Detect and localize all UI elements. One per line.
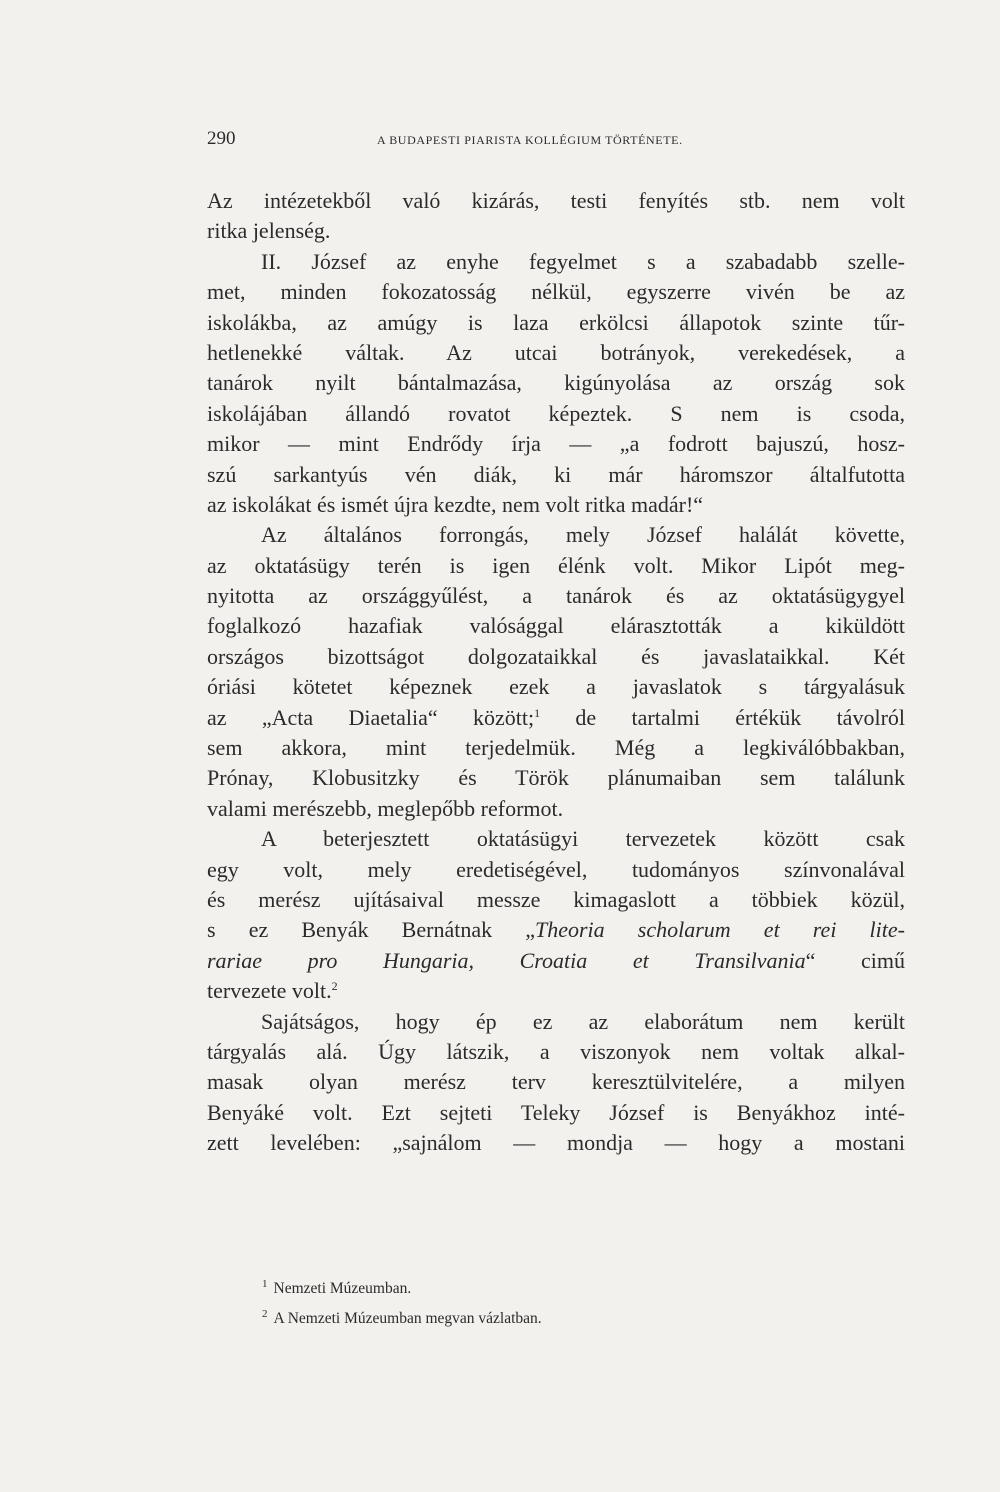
text-line — [207, 520, 905, 550]
text-line — [207, 946, 905, 976]
line-text: és merész ujításaival messze kimagaslott a többiek közül, — [207, 886, 905, 912]
text-line — [207, 1037, 905, 1067]
line-text: Az általános forrongás, mely József halálát követte, — [261, 522, 905, 548]
text-line — [207, 1128, 905, 1158]
text-line — [207, 733, 905, 763]
line-text: s ez Benyák Bernátnak „ — [207, 917, 535, 943]
line-text: foglalkozó hazafiak valósággal elárasztották a kiküldött — [207, 613, 905, 639]
line-text: zett levelében: „sajnálom — mondja — hogy a mostani — [207, 1130, 905, 1156]
line-text: nyitotta az országgyűlést, a tanárok és az oktatásügygyel — [207, 583, 905, 609]
text-line — [207, 611, 905, 641]
line-text: tárgyalás alá. Úgy látszik, a viszonyok nem voltak alkal- — [207, 1038, 905, 1064]
body-text — [207, 186, 905, 1159]
footnote-mark: 2 — [262, 1308, 268, 1320]
footnote — [262, 1304, 862, 1334]
text-line — [207, 1067, 905, 1097]
line-text-after: de tartalmi értékük távolról — [540, 704, 906, 730]
line-text: Sajátságos, hogy ép ez az elaborátum nem került — [261, 1008, 905, 1034]
text-line — [207, 763, 905, 793]
footnote-mark: 1 — [262, 1278, 268, 1290]
text-line — [207, 885, 905, 915]
text-line — [207, 976, 905, 1006]
line-text: met, minden fokozatosság nélkül, egyszerre vivén be az — [207, 279, 905, 305]
line-text: tanárok nyilt bántalmazása, kigúnyolása az ország sok — [207, 370, 905, 396]
text-line — [207, 490, 905, 520]
line-text: az „Acta Diaetalia“ között; — [207, 704, 535, 730]
footnote-reference: 1 — [534, 705, 541, 720]
italic-title-text: Theoria scholarum et rei lite- — [534, 917, 905, 943]
line-text: sem akkora, mint terjedelmük. Még a legkiválóbbakban, — [207, 735, 905, 761]
line-text: iskolájában állandó rovatot képeztek. S nem is csoda, — [207, 400, 905, 426]
text-line — [207, 1007, 905, 1037]
text-line — [207, 824, 905, 854]
text-line — [207, 247, 905, 277]
footnote-reference: 2 — [331, 979, 338, 994]
line-text: Az intézetekből való kizárás, testi fenyítés stb. nem volt — [207, 188, 905, 213]
line-text-after: “ cimű — [805, 947, 905, 973]
text-line — [207, 216, 905, 246]
line-text: valami merészebb, meglepőbb reformot. — [207, 795, 564, 821]
line-text: az iskolákat és ismét újra kezdte, nem volt ritka madár!“ — [207, 491, 704, 517]
line-text: az oktatásügy terén is igen élénk volt. Mikor Lipót meg- — [207, 552, 905, 578]
page-number: 290 — [207, 128, 236, 149]
footnote-text: Nemzeti Múzeumban. — [273, 1280, 412, 1297]
text-line — [207, 703, 905, 733]
line-text: ritka jelenség. — [207, 218, 331, 244]
line-text: országos bizottságot dolgozataikkal és javaslataikkal. Két — [207, 643, 905, 669]
footnotes — [262, 1274, 862, 1334]
text-line — [207, 429, 905, 459]
text-line — [207, 672, 905, 702]
footnote-text: A Nemzeti Múzeumban megvan vázlatban. — [273, 1310, 542, 1327]
line-text: tervezete volt. — [207, 978, 332, 1004]
italic-title-text: rariae pro Hungaria, Croatia et Transilvania — [207, 947, 806, 973]
text-line — [207, 581, 905, 611]
line-text: mikor — mint Endrődy írja — „a fodrott bajuszú, hosz- — [207, 431, 905, 457]
text-line — [207, 399, 905, 429]
text-line — [207, 368, 905, 398]
line-text: Benyáké volt. Ezt sejteti Teleky József is Benyákhoz inté- — [207, 1099, 905, 1125]
text-line — [207, 794, 905, 824]
footnote — [262, 1274, 862, 1304]
text-line — [207, 338, 905, 368]
line-text: óriási kötetet képeznek ezek a javaslatok s tárgyalásuk — [207, 674, 905, 700]
line-text: szú sarkantyús vén diák, ki már háromszor általfutotta — [207, 461, 905, 487]
page-header — [207, 128, 907, 154]
text-line — [207, 277, 905, 307]
text-line — [207, 308, 905, 338]
text-line — [207, 915, 905, 945]
text-line — [207, 855, 905, 885]
line-text: II. József az enyhe fegyelmet s a szabadabb szelle- — [261, 248, 905, 274]
text-line — [207, 186, 905, 216]
text-line — [207, 460, 905, 490]
line-text: egy volt, mely eredetiségével, tudományos színvonalával — [207, 856, 905, 882]
text-line — [207, 1098, 905, 1128]
line-text: A beterjesztett oktatásügyi tervezetek között csak — [261, 826, 905, 852]
text-line — [207, 551, 905, 581]
line-text: masak olyan merész terv keresztülvitelére, a milyen — [207, 1069, 905, 1095]
text-line — [207, 642, 905, 672]
line-text: iskolákba, az amúgy is laza erkölcsi állapotok szinte tűr- — [207, 309, 905, 335]
running-title: A BUDAPESTI PIARISTA KOLLÉGIUM TÖRTÉNETE. — [377, 133, 683, 147]
line-text: hetlenekké váltak. Az utcai botrányok, verekedések, a — [207, 339, 905, 365]
line-text: Prónay, Klobusitzky és Török plánumaiban sem találunk — [207, 765, 905, 791]
